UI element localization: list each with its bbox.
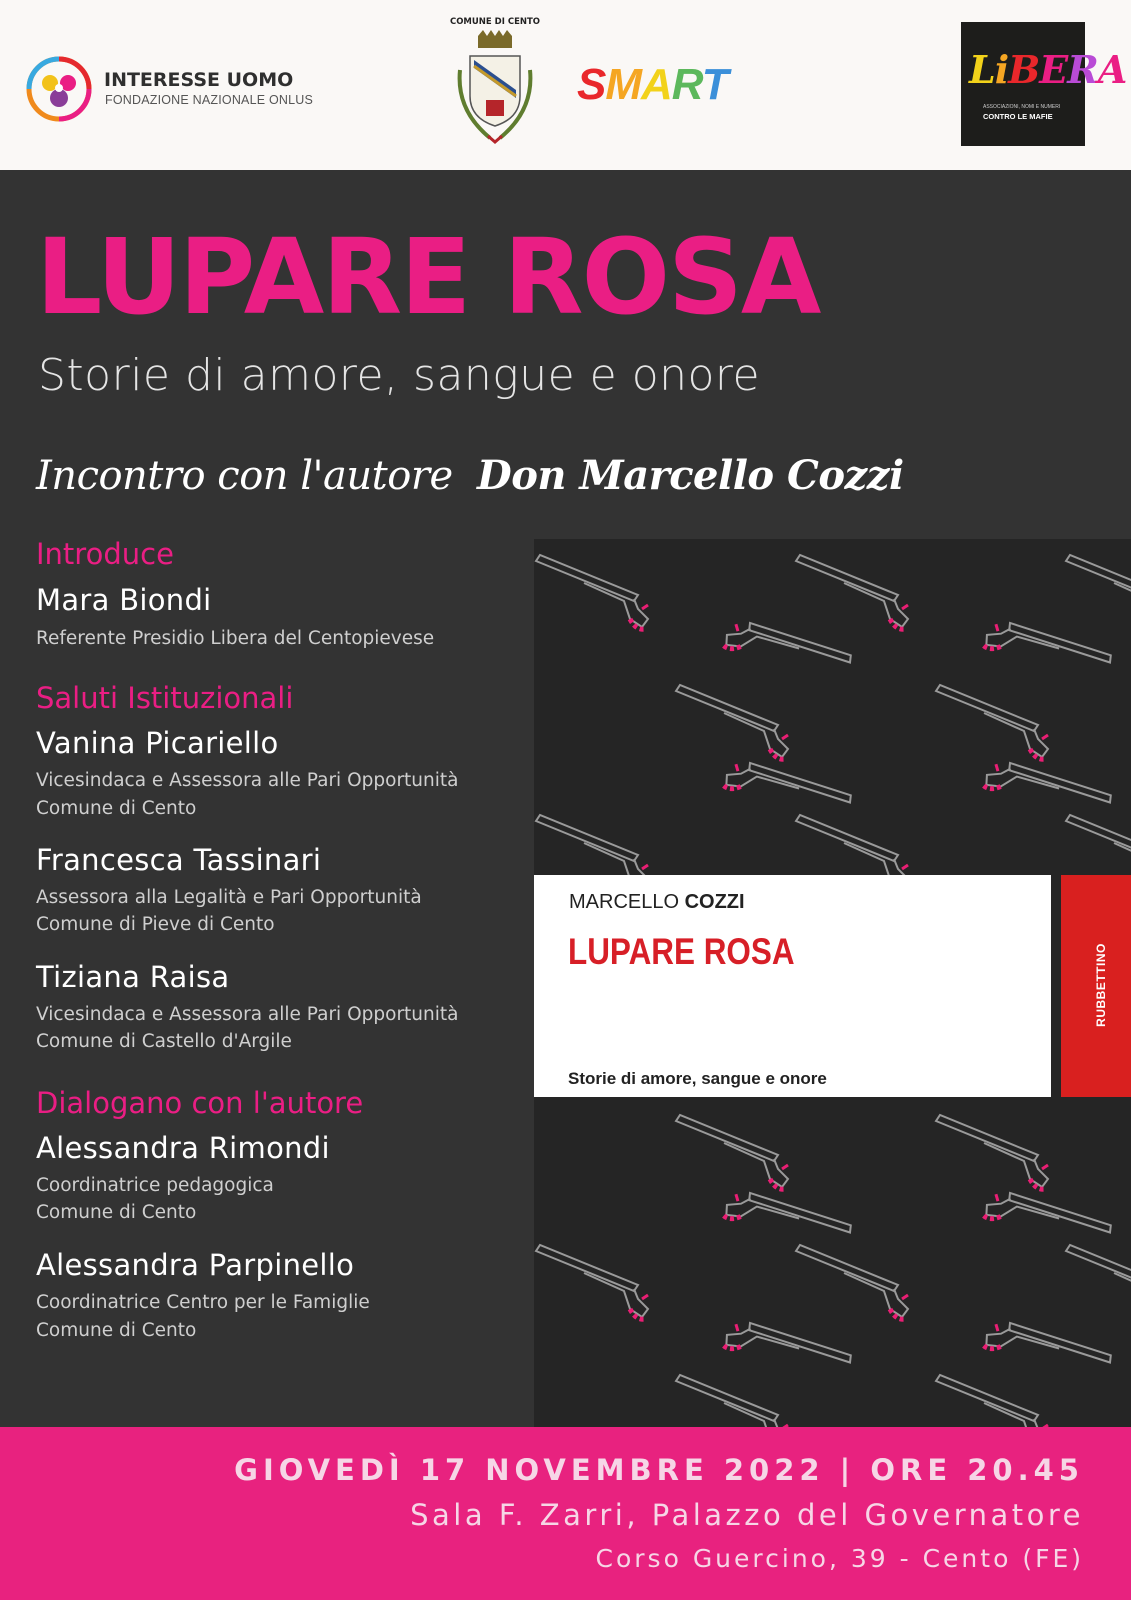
shotgun-icon — [720, 1286, 854, 1415]
event-address: Corso Guercino, 39 - Cento (FE) — [595, 1544, 1084, 1573]
book-cover — [534, 539, 1131, 1427]
book-author-last: COZZI — [684, 891, 745, 913]
shotgun-icon — [936, 1115, 1048, 1189]
libera-letter: A — [1097, 47, 1127, 92]
speaker-name: Alessandra Rimondi — [36, 1131, 330, 1165]
shotgun-icon — [796, 555, 908, 629]
speaker-name: Mara Biondi — [36, 583, 212, 617]
shotgun-icon — [720, 586, 854, 715]
libera-letter: i — [994, 47, 1009, 92]
shotgun-icon — [796, 1245, 908, 1319]
shotgun-icon — [1066, 1245, 1131, 1319]
libera-contro-label: CONTRO LE MAFIE — [983, 112, 1053, 121]
book-title: LUPARE ROSA — [568, 931, 795, 972]
dialogano-heading: Dialogano con l'autore — [36, 1086, 364, 1120]
interesse-uomo-subtitle: FONDAZIONE NAZIONALE ONLUS — [105, 93, 314, 107]
speaker-affiliation: Comune di Cento — [36, 798, 197, 819]
book-subtitle: Storie di amore, sangue e onore — [568, 1069, 827, 1088]
book-publisher: RUBBETTINO — [1094, 943, 1108, 1027]
shotgun-icon — [676, 1375, 788, 1427]
event-venue: Sala F. Zarri, Palazzo del Governatore — [410, 1498, 1084, 1532]
incontro-line — [36, 452, 904, 499]
header-logos-bar — [0, 0, 1131, 170]
speaker-role: Assessora alla Legalità e Pari Opportunità — [36, 887, 422, 908]
speaker-name: Tiziana Raisa — [36, 960, 230, 994]
smart-letter: S — [577, 60, 606, 109]
book-author — [569, 891, 745, 914]
book-author-first: MARCELLO — [569, 891, 680, 913]
speaker-role: Coordinatrice pedagogica — [36, 1175, 274, 1196]
shotgun-icon — [676, 685, 788, 759]
shotgun-icon — [936, 1375, 1048, 1427]
speaker-role: Vicesindaca e Assessora alle Pari Opportunità — [36, 770, 459, 791]
event-details-footer — [0, 1427, 1131, 1600]
shotgun-icon — [676, 1115, 788, 1189]
speaker-affiliation: Comune di Castello d'Argile — [36, 1031, 292, 1052]
smart-letter: A — [641, 60, 672, 109]
event-subtitle: Storie di amore, sangue e onore — [38, 350, 761, 401]
speaker-name: Alessandra Parpinello — [36, 1248, 355, 1282]
event-title: LUPARE ROSA — [36, 216, 820, 338]
incontro-prefix: Incontro con l'autore — [36, 453, 453, 499]
libera-letter: L — [969, 47, 995, 92]
smart-letter: R — [671, 60, 702, 109]
shotgun-icon — [936, 685, 1048, 759]
speaker-affiliation: Comune di Pieve di Cento — [36, 914, 275, 935]
speaker-role: Coordinatrice Centro per le Famiglie — [36, 1292, 370, 1313]
speaker-role: Referente Presidio Libera del Centopievese — [36, 628, 435, 649]
shotgun-icon — [980, 726, 1114, 855]
libera-logo — [961, 22, 1127, 146]
speaker-role: Vicesindaca e Assessora alle Pari Opportunità — [36, 1004, 459, 1025]
smart-letter: T — [701, 60, 728, 109]
libera-letter: E — [1039, 47, 1068, 92]
speaker-name: Francesca Tassinari — [36, 843, 322, 877]
comune-di-cento-label: COMUNE DI CENTO — [449, 17, 541, 27]
libera-letter: R — [1067, 47, 1098, 92]
saluti-heading: Saluti Istituzionali — [36, 681, 294, 715]
comune-crest-icon — [452, 30, 538, 150]
shotgun-icon — [980, 1286, 1114, 1415]
introduce-heading: Introduce — [36, 537, 174, 571]
author-name: Don Marcello Cozzi — [477, 452, 904, 499]
smart-logo — [577, 60, 728, 110]
speaker-affiliation: Comune di Cento — [36, 1320, 197, 1341]
shotgun-icon — [536, 555, 648, 629]
interesse-uomo-logo-icon — [26, 56, 92, 122]
shotgun-icon — [980, 586, 1114, 715]
shotgun-icon — [980, 1156, 1114, 1285]
libera-letter: B — [1008, 47, 1040, 92]
smart-letter: M — [605, 60, 642, 109]
speaker-name: Vanina Picariello — [36, 726, 279, 760]
event-datetime: GIOVEDÌ 17 NOVEMBRE 2022 | ORE 20.45 — [234, 1453, 1084, 1487]
libera-wordmark — [969, 47, 1126, 92]
libera-tagline: ASSOCIAZIONI, NOMI E NUMERI — [983, 104, 1061, 110]
speaker-affiliation: Comune di Cento — [36, 1202, 197, 1223]
shotgun-icon — [536, 1245, 648, 1319]
interesse-uomo-title: INTERESSE UOMO — [104, 69, 294, 91]
shotgun-icon — [1066, 555, 1131, 629]
